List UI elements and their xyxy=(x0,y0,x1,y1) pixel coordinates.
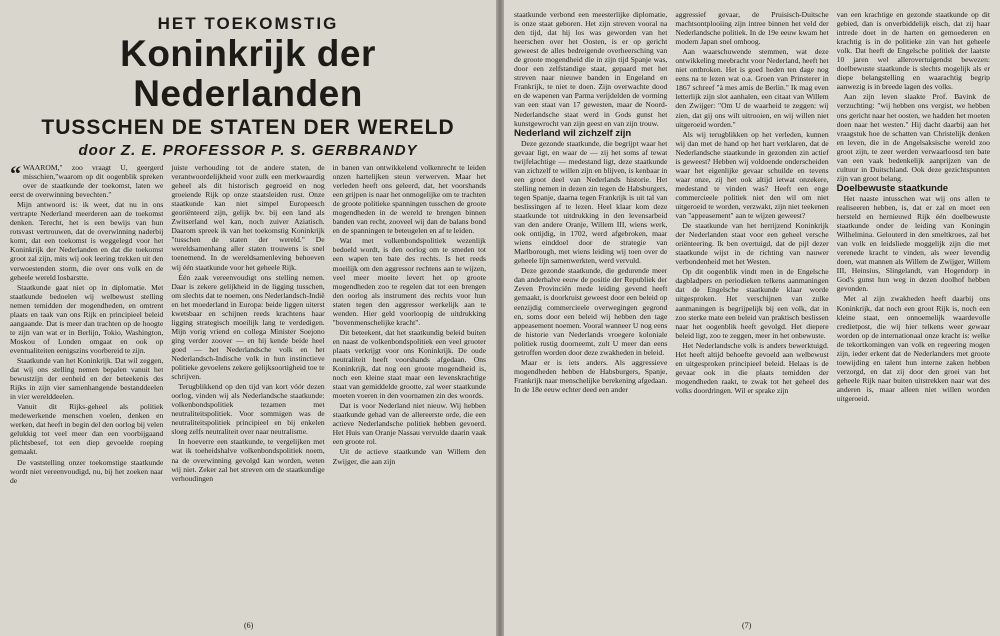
paragraph: Dat is voor Nederland niet nieuw. Wij hebben staatkunde gehad van de allereerste orde, die een actieve Nederlandsche politiek hebben gevoerd. Het Huis van Oranje Nassau vervulde daarin vaak een groote rol. xyxy=(332,401,486,447)
paragraph: Mijn antwoord is: ik weet, dat nu in ons vertrapte Nederland meerderen aan de toekomst denken. Terecht, het is een bewijs van hun rotsvast vertrouwen, dat de overwinning naderbij komt, dat een toekomst is weggelegd voor het Koninkrijk der Nederlanden en dat die toekomst groot zal zijn, mits wij ook leering trekken uit den verwoestenden storm, die over ons volk en de geheele wereld losbarstte. xyxy=(10,200,164,282)
paragraph: Één zaak vereenvoudigt ons stelling nemen. Daar is zekere gelijkheid in de ligging tusschen, om slechts dat te noemen, ons Nederlandsch-Indië en het moederland in Europa: beide liggen uiterst kwetsbaar en schijnen reeds krachtens haar ligging strategisch moeilijk lang te verdedigen. Mijn vorig vriend en collega Minister Soejono ging verder zoover — en hij kende beide heel goed — het Nederlandsche volk en het Nederlandsch-Indische volk in hun instinctieve politieke gevoelens zekere gelijksoortigheid toe te schrijven. xyxy=(171,272,325,382)
page-gutter xyxy=(496,0,504,636)
paragraph: juiste verhouding tot de andere staten, de verantwoordelijkheid voor zulk een merkwaardig geheel als dit historisch gegroeid en nog groeiende Rijk op onze staatsleiden rust. Onze staatkunde kan niet simpel Europeesch georiënteerd zijn, gelijk bv. bij een land als Zwitserland wel kan, noch zuiver Aziatisch. Daarom spreek ik van het toekomstig Koninkrijk "tusschen de staten der wereld." De wereldsamenhang aller staten trouwens is snel toenemend. In de wereldsamenleving behoeven wij één staatkunde voor het geheele Rijk. xyxy=(171,163,325,272)
right-page xyxy=(504,0,1000,636)
paragraph: “ WAAROM," zoo vraagt U, geergerd misschien,"waarom op dit oogenblik spreken over de staatkunde der toekomst, laten we eerst de overwinning bevechten." xyxy=(10,163,164,200)
paragraph: In hoeverre een staatkunde, te vergelijken met wat ik toeheidshalve volkenbondspolitiek noem, na de overwinning gevolgd kan worden, weten wij niet. Zeker zal het streven om de staatkundige verhoudingen xyxy=(171,437,325,483)
paragraph: Deze gezonde staatkunde, die begrijpt waar het gevaar ligt, en waar de — zij het soms af tewat twijfelachtige — medestand ligt, deze staatkunde van zichzelf te willen zijn en blijven, is kenbaar in een groot deel van Nederlands historie. Het stelling nemen in dezen zin tegen de Habsburgers, tegen Spanje, daarna tegen Frankrijk is uit tal van beslissingen af te lezen. Heel klaar kom deze staatkunde tot uitdrukking in den levensarbeid van den andere Oranje, Willem III, wiens werk, ook ontijdig, in 1702, werd afgebroken, maar wiens einddoel door de strategie van Marlborough, met wiens leiding wij toen over de geheele lijn samenwerkten, werd vervuld. xyxy=(514,138,668,266)
section-heading: Nederland wil zichzelf zijn xyxy=(514,127,632,139)
right-column-2 xyxy=(675,10,828,602)
page-number: (7) xyxy=(742,621,752,630)
left-columns xyxy=(10,163,486,636)
paragraph: Met al zijn zwakheden heeft daarbij ons Koninkrijk, dat noch een groot Rijk is, noch een kleine staat, een onnoemelijk waardevolle credietpost, die wij hier telkens weer gewaar worden op de internationaal onze kracht is: welke de tekortkomingen van volk en regeering mogen zijn, ieder erkent dat de Nederlanders met groote toewijding en talent hun interne zaken hebben verzorgd, en dat zij door den groei van het geheele Rijk naar buiten uitstrekken naar wat des anderen is, maar alleen niet willen worden uitgeroeid. xyxy=(836,294,990,403)
paragraph: Op dit oogenblik vindt men in de Engelsche dagbladpers en periodieken telkens aanmaningen dat de Engelsche staatkunde klaar worde uitgesproken. Het verschijnen van zulke aanmaningen is begrijpelijk bij een volk, dat in zoo sterke mate een beleid van praktisch beslissen naar het oogenblik heeft gevolgd. Het diepere beleid ligt, zoo te zeggen, meer in het onbewuste. xyxy=(675,267,829,340)
paragraph: Als wij terugblikken op het verleden, kunnen wij dan met de hand op het hart verklaren, dat de Nederlandsche staatkunde in gezonden zin actief is geweest? Hebben wij voldoende onderscheiden waar het eigenlijke gevaar schuilde en tevens waar onze, zij het ook altijd ietwat onzekere, medestand te vinden was? Heeft een enge commercieele politiek niet den wil om niet uitgeroeid te worden, verzwakt, zijn niet teekenen van "appeasement" aan te wijzen geweest? xyxy=(675,129,829,221)
dropcap: “ xyxy=(10,163,21,186)
paragraph: staatkunde verbond een meesterlijke diplomatie, is onze staat geboren. Het zijn streven vooral na den tijd, dat hij los was geworden van het heerschen over het Oosten, is er op gericht geweest de alles bedreigende overheersching van de groote mogendheid die in zijn tijd Spanje was, door een zelfstandige staat, gepaard met het streven naar nieuwe banden in Engeland en Frankrijk, te niet te doen. Zijn overwachte dood en de wapenen van Parma verijdelden de vorming van een staat van 17 gewesten, maar de Noord-Nederlandsche staat werd in Gods gunst het kunstgewrocht van zijn geest en van zijn trouw. xyxy=(514,10,668,128)
article-byline: door Z. E. PROFESSOR P. S. GERBRANDY xyxy=(78,142,418,159)
paragraph: Staatkunde gaat niet op in diplomatie. Met staatkunde bedoelen wij welbewust stelling nemen temidden der mogendheden, en omtrent plaats en taak van ons Rijk en principieel beleid aangaande. Dat is meer dan trachten op de hoogte te zijn van wat er in Berlijn, Tokio, Washington, Moskou of Londen omgaat en ook op eventualiteiten eenigszins voorbereid te zijn. xyxy=(10,282,164,355)
paragraph: Het Nederlandsche volk is anders bewerktuigd. Het heeft altijd behoefte gevoeld aan welbewust en uitgesproken principieel beleid. Helaas is de gevaar ook in die plaats temidden der mogendheden raakt, te zwak tot het geheel des volks doordringen. Wil er sprake zijn xyxy=(675,340,829,395)
paragraph: De vaststelling onzer toekomstige staatkunde wordt niet vereenvoudigd, nu, bij het zoeken naar de xyxy=(10,457,164,485)
paragraph: Aan zijn leven slaakte Prof. Bavink de verzuchting: "wij hebben ons vergist, we hebben ons gericht naar het oosten, we hadden het moeten doen naar het westen." Hij dacht daarbij aan het vraagstuk hoe de schatten van Christelijk denken en leven, die in de Angelsaksische wereld zoo groot zijn, te zeer werden verwaarloosd ten bate van een vaak bedenkelijk aanprijzen van de cultuur in Duitschland. Ook deze gezichtspunten zijn van groot belang. xyxy=(836,92,990,183)
paragraph: De staatkunde van het herrijzend Koninkrijk der Nederlanden staat voor een geheel versche oriënteering. Ik ben overtuigd, dat de pijl dezer staatkunde wijst in de richting van nauwer verbondenheid met het Westen. xyxy=(675,221,829,267)
section-heading: Doelbewuste staatkunde xyxy=(836,182,949,194)
left-column-3 xyxy=(333,163,486,636)
paragraph: in banen van ontwikkelend volkenrecht te leiden onzen hartelijken steun verwerven. Maar het verleden heeft ons geleerd, dat, het voorshands een grijpen is naar het onmogelijke om te trachten de groote politieke spanningen tusschen de groote mogendheden in de wereld te brengen binnen banden van recht, zooveel wij dan de balans bond en de spanningen te beteugelen en af te leiden. xyxy=(332,163,486,236)
article-kicker: HET TOEKOMSTIG xyxy=(157,14,339,33)
page-number: (6) xyxy=(244,621,254,630)
paragraph: Uit de actieve staatkunde van Willem den Zwijger, die aan zijn xyxy=(332,447,486,466)
paragraph: Wat met volkenbondspolitiek wezenlijk bedoeld wordt, is den oorlog om te smeden tot een wapen ten bate des rechts. Is het reeds moeilijk om den aggressor rechtens aan te wijzen, veel meer moeite levert het op groote mogendheden zoo te regelen dat tot een brengen den oorlog als instrument des rechts voor hun staten tegen den aggressor werkelijk aan te wenden. Hier geld voorloopig de uitdrukking "bovenmenschelijke kracht". xyxy=(332,236,486,327)
left-column-1 xyxy=(10,163,163,636)
left-column-2 xyxy=(171,163,324,636)
left-page xyxy=(0,0,496,636)
paragraph: Aan waarschuwende stemmen, wat deze ontwikkeling meebracht voor Nederland, heeft het niet ontbroken. Het is goed heden ten dage nog eens na te lezen wat o.a. Groen van Prinsterer in 1867 schreef "à mes amis de Berlin." Ik mag even letterlijk zijn slot aanhalen, een citaat van Willem den Zwijger: "Om U de waarheid te zeggen: wij zien, dat gij ons wilt uitrooien, en wij willen niet uitgeroeid worden." xyxy=(675,47,829,129)
article-title: Koninkrijk der Nederlanden xyxy=(120,33,376,114)
paragraph: aggressief gevaar, de Pruisisch-Duitsche machtsontplooiing zijn intree binnen het veld der Nederlandsche politiek. In de 19e eeuw kwam het modern Japan snel omhoog. xyxy=(675,10,829,47)
paragraph: Deze gezonde staatkunde, die gedurende meer dan anderhalve eeuw de positie der Republiek der Zeven Provinciën mede leiding gevend heeft gemaakt, is doorkruist geweest door een beleid op eenzijdig commercieele overwegingen gegrond en, soms door een beleid wij hebben den tage appeasement noemen. Vooral wanneer U nog eens de historie van Nederlands vroegere koloniale politiek rustig doorneemt, zult U meer dan eens getroffen worden door deze zwakheden in beleid. xyxy=(514,266,668,357)
paragraph: Het naaste intusschen wat wij ons allen te realiseeren hebben, is, dat er zal en moet een hersteld en hernieuwd Rijk één doelbewuste staatkunde onder de leiding van Koningin Wilhelmina. Gelouterd in den smeltkroes, zal het van volk en leidsliede moggelijk zijn die met verenede kracht te vinden, als weer levendig doen, wat mannen als Willem de Zwijger, Willem III, Heinsius, Slingelandt, van Hogendorp in God's gunst hun weg in dezen doolhof hebben gevonden. xyxy=(836,193,990,294)
paragraph: Staatkunde van het Koninkrijk. Dat wil zeggen, dat wij ons stelling nemen bepalen vanuit het bewustzijn der eenheid en der beteekenis des Rijks in zijn vier samenhangende bestanddeelen in vier werelddeelen. xyxy=(10,355,164,402)
right-columns xyxy=(514,10,990,602)
right-column-1 xyxy=(514,10,667,602)
paragraph: van een krachtige en gezonde staatkunde op dit gebied, dan is onverbiddelijk eisch, dat zij haar intrede doet in de harten en gemoederen en krachtig is in de politieke zin van het geheele volk. Dat heeft de Engelsche politiek der laatste 10 jaren wel allerovertuigendst bewezen: doelbewuste staatkunde is slechts mogelijk als er diepe belangstelling en waarachtig begrip aanwezig is in breede lagen des volks. xyxy=(836,10,990,92)
paragraph: Dit beteekent, dat het staatkundig beleid buiten en naast de volkenbondspolitiek een veel grooter plaats verkrijgt voor ons Koninkrijk. De oude neutraliteit heeft voorshands afgedaan. Ons Koninkrijk, dat nog een groote mogendheid is, noch een kleine staat maar een levenskrachtige staat van gemiddelde grootte, zal weer staatkunde moeten voeren in den voornamen zin des woords. xyxy=(332,327,486,401)
paragraph: Vanuit dit Rijks-geheel als politiek medewerkende menschen voelen, denken en werken, dat heeft in begin del den oorlog bij velen gelukkig tot veel meer dan een voorbijgaand plichtsbesef, tot een diep gevoelde roeping gemaakt. xyxy=(10,402,164,457)
right-column-3 xyxy=(837,10,990,602)
article-subtitle: TUSSCHEN DE STATEN DER WERELD xyxy=(41,116,455,139)
paragraph: Maar er is iets anders. Als aggressieve mogendheden hebben de Habsburgers, Spanje, Frankrijk naar menschelijke berekening afgedaan. In de 18e eeuw echter deed een ander xyxy=(514,357,668,394)
paragraph: Terugblikkend op den tijd van kort vóór dezen oorlog, vinden wij als Nederlandsche staatkunde: volkenbondspolitiek tezamen met neutraliteitspolitiek. Voor sommigen was de neutraliteitspolitiek principieel en bij enkelen sloeg zelfs neutraliteit over naar neutralisme. xyxy=(171,382,325,437)
